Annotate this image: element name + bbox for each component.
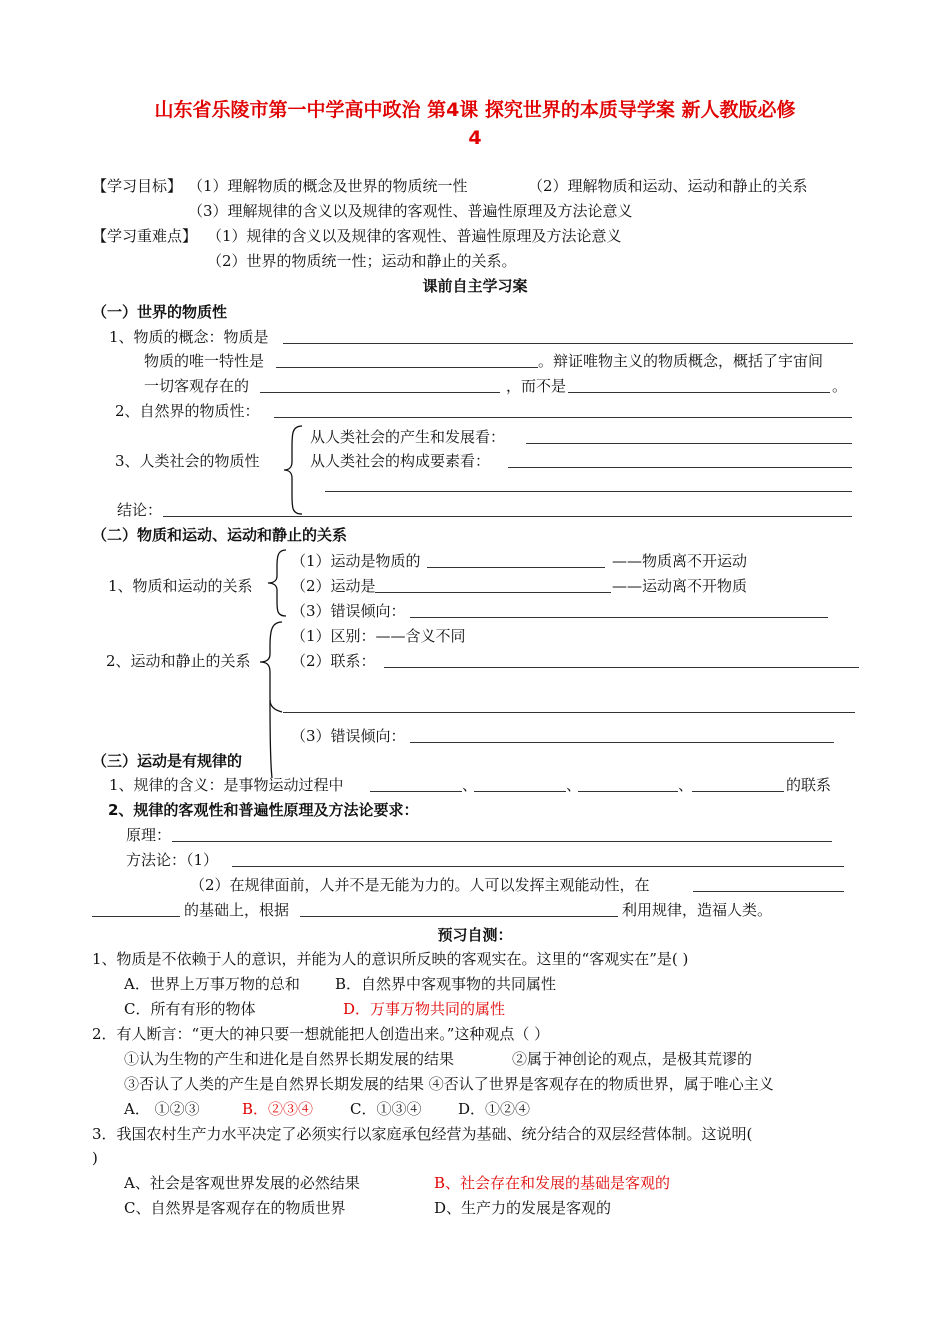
blank-line[interactable] [508, 467, 852, 468]
quiz-q1: 1、物质是不依赖于人的意识，并能为人的意识所反映的客观实在。这里的“客观实在”是( ) [92, 950, 689, 968]
s3-sep: 、 [678, 776, 694, 794]
blank-line[interactable] [410, 617, 828, 618]
quiz-q2-statement-1: ①认为生物的产生和进化是自然界长期发展的结果 [124, 1050, 455, 1068]
s3-method2-end: 利用规律，造福人类。 [622, 901, 773, 919]
s1-conclusion-label: 结论： [117, 501, 163, 519]
blank-line[interactable] [325, 491, 852, 492]
s3-method2-basis: 的基础上，根据 [184, 901, 290, 919]
quiz-q1-option-a: A．世界上万事万物的总和 [124, 975, 300, 993]
s2-b2-label: （2）联系： [291, 652, 376, 670]
s2-a3-label: （3）错误倾向： [291, 602, 406, 620]
s1-item2-label: 2、自然界的物质性： [115, 402, 260, 420]
brace-icon [282, 424, 304, 516]
s1-item1-property-label: 物质的唯一特性是 [144, 352, 265, 370]
blank-line[interactable] [283, 343, 853, 344]
section-3-heading: （三）运动是有规律的 [92, 752, 243, 770]
quiz-q3-option-a: A、社会是客观世界发展的必然结果 [124, 1174, 360, 1192]
blank-line[interactable] [276, 367, 538, 368]
s1-item1-label: 1、物质的概念：物质是 [109, 328, 269, 346]
keypoint-2: （2）世界的物质统一性；运动和静止的关系。 [207, 252, 517, 270]
quiz-q3-option-c: C、自然界是客观存在的物质世界 [124, 1199, 346, 1217]
section-1-heading: （一）世界的物质性 [92, 303, 228, 321]
blank-line[interactable] [92, 916, 180, 917]
blank-line[interactable] [578, 791, 678, 792]
s3-method-label: 方法论：（1） [126, 851, 219, 869]
quiz-q1-option-b: B．自然界中客观事物的共同属性 [335, 975, 557, 993]
s3-sep: 、 [566, 776, 582, 794]
quiz-q2-option-c: C．①③④ [350, 1100, 422, 1118]
quiz-q1-option-c: C．所有有形的物体 [124, 1000, 256, 1018]
s2-a1-label: （1）运动是物质的 [291, 552, 421, 570]
blank-line[interactable] [693, 891, 844, 892]
blank-line[interactable] [163, 516, 852, 517]
quiz-q2: 2．有人断言：“更大的神只要一想就能把人创造出来。”这种观点（ ） [92, 1025, 550, 1043]
s2-a1-end: ——物质离不开运动 [612, 552, 748, 570]
s3-item1-end: 的联系 [786, 776, 832, 794]
s3-method2-text: （2）在规律面前，人并不是无能为力的。人可以发挥主观能动性，在 [190, 876, 650, 894]
blank-line[interactable] [384, 667, 859, 668]
s1-item1-text: 。辩证唯物主义的物质概念，概括了宇宙间 [538, 352, 824, 370]
s3-principle-label: 原理： [126, 826, 172, 844]
s2-a2-label: （2）运动是 [291, 577, 376, 595]
quiz-q3-option-b-answer: B、社会存在和发展的基础是客观的 [434, 1174, 671, 1192]
s2-b1-text: （1）区别：——含义不同 [291, 627, 466, 645]
blank-line[interactable] [568, 392, 830, 393]
goal-1: （1）理解物质的概念及世界的物质统一性 [188, 177, 468, 195]
s1-item1-exist-label: 一切客观存在的 [144, 377, 250, 395]
s2-item1-label: 1、物质和运动的关系 [108, 577, 253, 595]
quiz-q1-option-d-answer: D．万事万物共同的属性 [343, 1000, 506, 1018]
brace-icon [266, 548, 288, 618]
blank-line[interactable] [526, 443, 852, 444]
keypoint-1: （1）规律的含义以及规律的客观性、普遍性原理及方法论意义 [207, 227, 622, 245]
quiz-q3: 3．我国农村生产力水平决定了必须实行以家庭承包经营为基础、统分结合的双层经营体制。这说明( [92, 1125, 753, 1143]
blank-line[interactable] [370, 791, 462, 792]
s3-item2-heading: 2、规律的客观性和普遍性原理及方法论要求： [108, 801, 419, 819]
quiz-q2-statement-2: ②属于神创论的观点，是极其荒谬的 [512, 1050, 753, 1068]
blank-line[interactable] [692, 791, 784, 792]
s1-item1-notlabel: ，而不是 [506, 377, 567, 395]
s1-item3-origin-label: 从人类社会的产生和发展看： [310, 428, 506, 446]
s3-item1-label: 1、规律的含义：是事物运动过程中 [109, 776, 344, 794]
quiz-q2-option-b-answer: B．②③④ [242, 1100, 314, 1118]
blank-line[interactable] [474, 791, 566, 792]
goals-label: 【学习目标】 [92, 177, 183, 195]
blank-line[interactable] [172, 841, 832, 842]
brace-icon [258, 620, 284, 780]
keypoints-label: 【学习重难点】 [92, 227, 198, 245]
s2-b3-label: （3）错误倾向： [291, 727, 406, 745]
s3-sep: 、 [462, 776, 478, 794]
quiz-heading: 预习自测： [437, 926, 513, 944]
blank-line[interactable] [232, 866, 844, 867]
s1-item1-period: 。 [832, 377, 848, 395]
blank-line[interactable] [427, 567, 605, 568]
s1-item3-elements-label: 从人类社会的构成要素看： [310, 452, 491, 470]
goal-3: （3）理解规律的含义以及规律的客观性、普遍性原理及方法论意义 [188, 202, 633, 220]
s1-item3-label: 3、人类社会的物质性 [115, 452, 260, 470]
section-2-heading: （二）物质和运动、运动和静止的关系 [92, 526, 348, 544]
blank-line[interactable] [410, 742, 834, 743]
goal-2: （2）理解物质和运动、运动和静止的关系 [528, 177, 808, 195]
quiz-q3-end: ) [92, 1149, 98, 1167]
blank-line[interactable] [300, 916, 618, 917]
s2-item2-label: 2、运动和静止的关系 [106, 652, 251, 670]
quiz-q3-option-d: D、生产力的发展是客观的 [434, 1199, 612, 1217]
quiz-q2-statement-3-4: ③否认了人类的产生是自然界长期发展的结果 ④否认了世界是客观存在的物质世界，属于唯心主义 [124, 1075, 774, 1093]
blank-line[interactable] [260, 392, 500, 393]
blank-line[interactable] [375, 592, 611, 593]
s2-a2-end: ——运动离不开物质 [612, 577, 748, 595]
blank-line[interactable] [274, 417, 852, 418]
document-title-line1: 山东省乐陵市第一中学高中政治 第4课 探究世界的本质导学案 新人教版必修 [154, 99, 796, 121]
plan-heading: 课前自主学习案 [422, 277, 528, 295]
quiz-q2-option-a: A． ①②③ [124, 1100, 200, 1118]
quiz-q2-option-d: D．①②④ [458, 1100, 531, 1118]
blank-line[interactable] [283, 712, 855, 713]
document-title-line2: 4 [468, 127, 482, 149]
